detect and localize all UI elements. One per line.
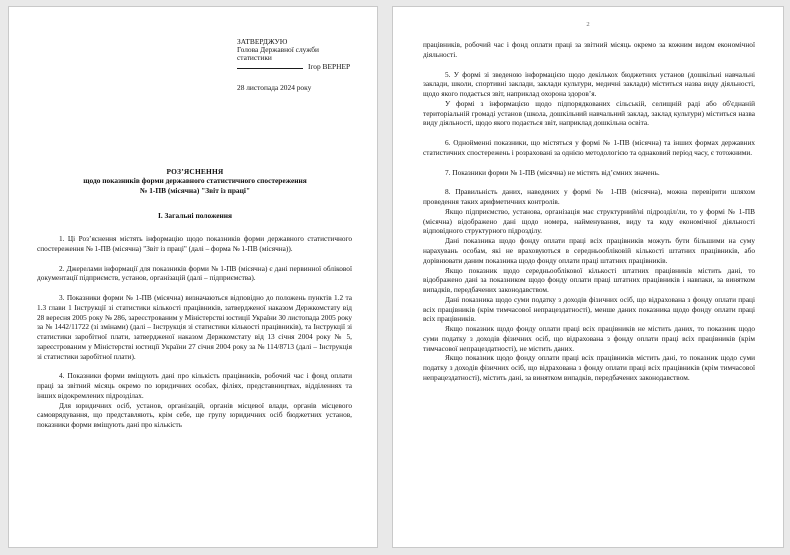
document-page-1[interactable] bbox=[8, 6, 378, 548]
paragraph: 3. Показники форми № 1-ПВ (місячна) визначаються відповідно до положень пунктів 1.2 та 1.3 глави 1 Інструкції зі статистики кількості працівників, затвердженої наказом Держкомстату від 28 вересня 2005 року № 286, зареєстрованим у Міністерстві юстиції України 30 листопада 2005 року за № 1442/11722 (зі змінами) (далі – Інструкція зі статистики кількості працівників), та Інструкції зі статистики заробітної плати, затвердженої наказом Держкомстату від 13 січня 2004 року № 5, зареєстрованим у Міністерстві юстиції України 27 січня 2004 року за № 114/8713 (далі – Інструкція зі статистики заробітної плати). bbox=[37, 293, 352, 361]
paragraph: Якщо показник щодо середньооблікової кількості штатних працівників містить дані, то відображено дані за показником щодо фонду оплати праці штатних працівників і навпаки, за винятком випадків, передбачених законодавством. bbox=[423, 265, 755, 295]
paragraph: У формі з інформацією щодо підпорядкованих сільській, селищній раді або об'єднаній територіальній громаді установ (школа, дошкільний навчальний заклад, заклад культури) міститься назва виду діяльності, щодо якого подається звіт, наприклад дошкільна освіта. bbox=[423, 98, 755, 128]
paragraph: 8. Правильність даних, наведених у формі № 1-ПВ (місячна), можна перевірити шляхом проведення таких арифметичних контролів. bbox=[423, 187, 755, 207]
approval-title: ЗАТВЕРДЖУЮ bbox=[237, 37, 288, 46]
paragraph: працівників, робочий час і фонд оплати праці за звітний місяць окремо за кожним видом економічної діяльності. bbox=[423, 40, 755, 59]
paragraph: 2. Джерелами інформації для показників форми № 1-ПВ (місячна) є дані первинної облікової документації підприємств, установ, організацій (далі – підприємства). bbox=[37, 263, 352, 283]
paragraph: Дані показника щодо фонду оплати праці всіх працівників можуть бути більшими на суму нарахувань особам, які не враховуються в середньообліковій кількості штатних працівників, або дорівнювати даним показника щодо фонду оплати праці штатних працівників. bbox=[423, 236, 755, 265]
document-page-2[interactable] bbox=[392, 6, 784, 548]
paragraph: Якщо показник щодо фонду оплати праці всіх працівників не містить даних, то показник щодо суми податку з доходів фізичних осіб, що відрахована з фонду оплати праці всіх працівників (крім тимчасової непрацездатності), не містить даних. bbox=[423, 324, 755, 353]
approval-block bbox=[237, 38, 377, 92]
paragraph: Якщо підприємство, установа, організація має структурний/ні підрозділ/ли, то у формі № 1-ПВ (місячна) відображено дані щодо номера, найменування, виду та коду економічної діяльності відповідного структурного підрозділу. bbox=[423, 206, 755, 236]
paragraph: 4. Показники форми вміщують дані про кількість працівників, робочий час і фонд оплати праці за звітний місяць окремо по юридичних особах, філіях, представництвах, відділеннях та інших відокремлених підрозділах. bbox=[37, 371, 352, 400]
document-title-line-3: № 1-ПВ (місячна) "Звіт із праці" bbox=[139, 185, 251, 195]
paragraph: 7. Показники форми № 1-ПВ (місячна) не містять від’ємних значень. bbox=[445, 167, 660, 177]
paragraph: Для юридичних осіб, установ, організацій, органів місцевої влади, органів місцевого самоврядування, що представляють, крім себе, ще групу юридичних осіб бюджетних установ, показники форми вміщують дані про кількість bbox=[37, 400, 352, 430]
paragraph: Якщо показник щодо фонду оплати праці всіх працівників містить дані, то показник щодо суми податку з доходів фізичних осіб, що відрахована з фонду оплати праці всіх працівників (крім тимчасової непрацездатності), містить дані, за винятком випадків, передбачених законодавством. bbox=[423, 353, 755, 382]
paragraph: Дані показника щодо суми податку з доходів фізичних осіб, що відрахована з фонду оплати праці всіх працівників (крім тимчасової непрацездатності), менше даних показника щодо фонду оплати праці всіх працівників. bbox=[423, 294, 755, 324]
paragraph: 6. Однойменні показники, що містяться у формі № 1-ПВ (місячна) та інших формах державних статистичних спостережень і розраховані за однією методологією та однаковий період часу, є тотожними. bbox=[423, 138, 755, 157]
page-1-body bbox=[37, 234, 352, 430]
approval-role-line-2: статистики bbox=[237, 52, 272, 62]
document-title-line-1: РОЗ’ЯСНЕННЯ bbox=[166, 167, 224, 176]
approval-role-line-1: Голова Державної служби bbox=[237, 44, 319, 54]
page-number: 2 bbox=[586, 21, 590, 28]
paragraph: 5. У формі зі зведеною інформацією щодо декількох бюджетних установ (дошкільні навчальні заклади, школи, спортивні заклади, заклади культури, медичні заклади) міститься назва виду діяльності, щодо якого подається звіт, наприклад охорона здоров’я. bbox=[423, 69, 755, 99]
section-heading: І. Загальні положення bbox=[157, 211, 233, 220]
paragraph: 1. Ці Роз’яснення містять інформацію щодо показників форми державного статистичного спостереження № 1-ПВ (місячна) "Звіт із праці" (далі – форма № 1-ПВ (місячна)). bbox=[37, 234, 352, 253]
signature-row bbox=[237, 61, 377, 71]
signature-line bbox=[237, 61, 303, 69]
page-2-body bbox=[423, 40, 755, 383]
document-title-line-2: щодо показників форми державного статистичного спостереження bbox=[83, 176, 307, 186]
document-title bbox=[45, 167, 345, 195]
approval-date: 28 листопада 2024 року bbox=[237, 83, 312, 93]
signatory-name: Ігор ВЕРНЕР bbox=[308, 62, 351, 72]
